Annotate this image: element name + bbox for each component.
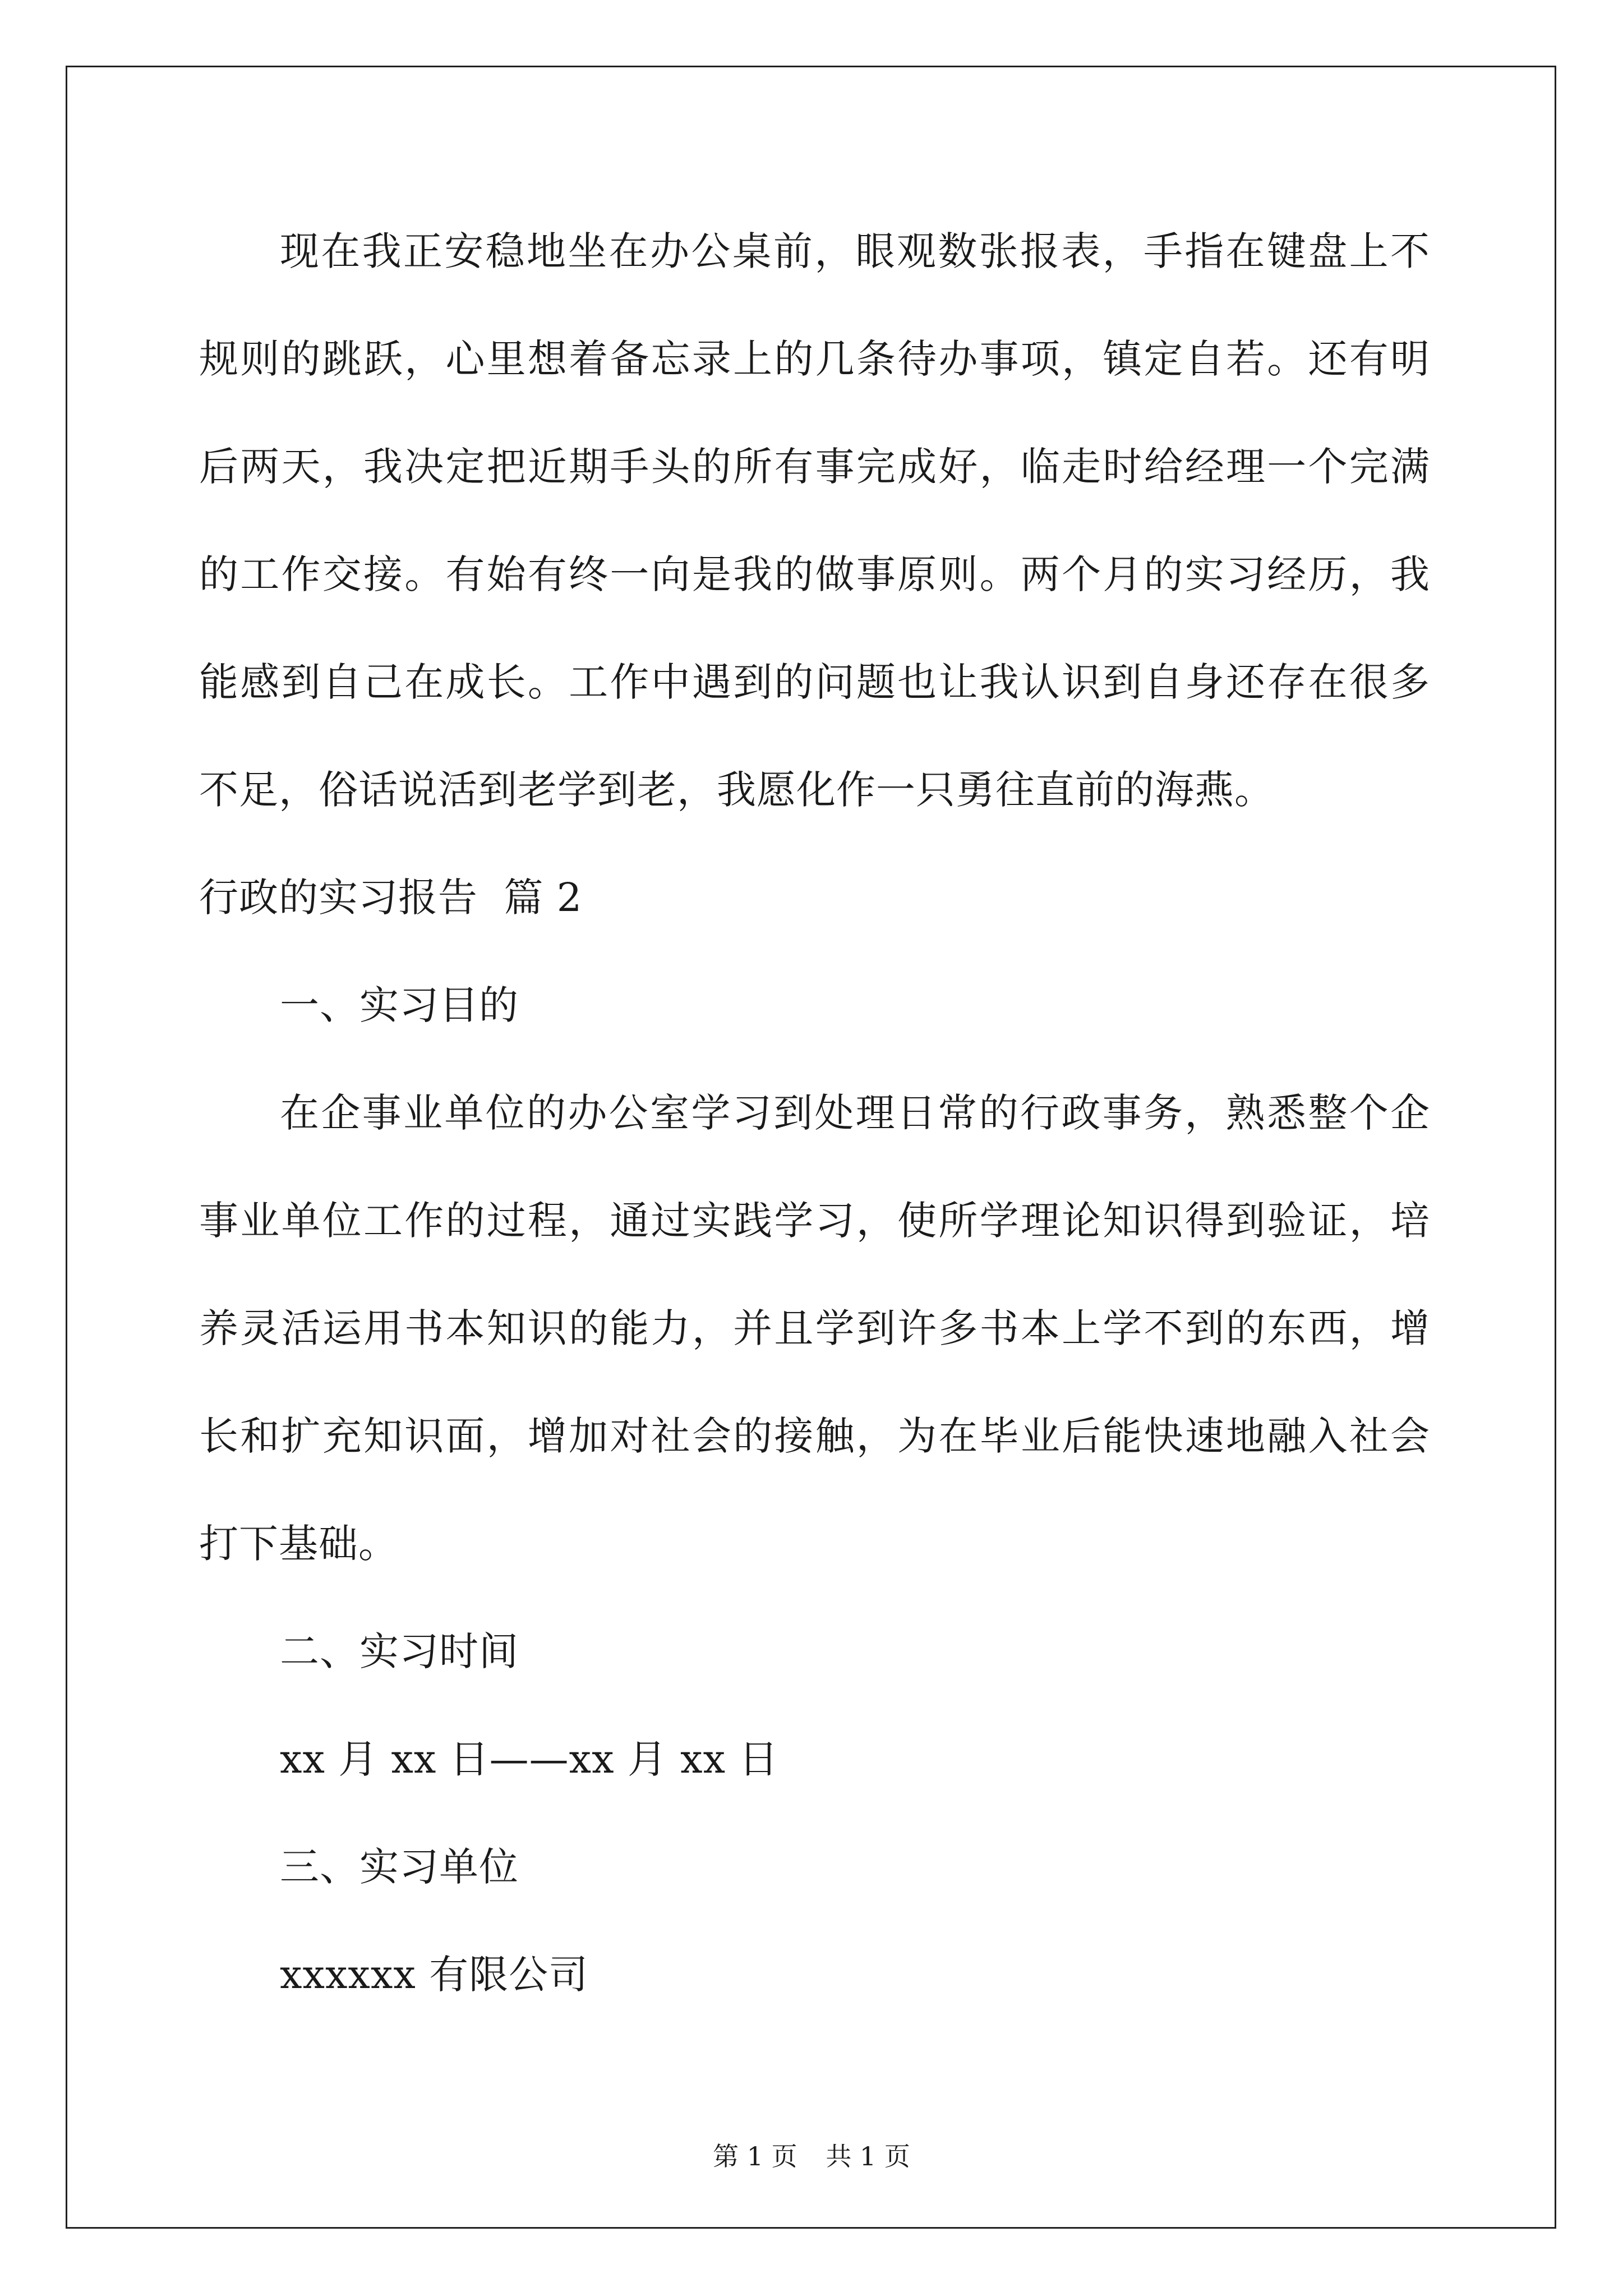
paragraph-2: [199, 1059, 1430, 1598]
paragraph-1-line: 规则的跳跃，心里想着备忘录上的几条待办事项，镇定自若。还有明: [199, 336, 1430, 382]
heading-internship-time: 二、实习时间: [280, 1628, 519, 1674]
paragraph-1-line: 能感到自己在成长。工作中遇到的问题也让我认识到自身还存在很多: [199, 659, 1430, 705]
paragraph-1-line: 后两天，我决定把近期手头的所有事完成好，临走时给经理一个完满: [199, 444, 1430, 490]
document-body: [199, 197, 1430, 2028]
page-footer: [0, 2136, 1623, 2173]
page-number-total: 共 1 页: [826, 2141, 910, 2171]
paragraph-2-line: 养灵活运用书本知识的能力，并且学到许多书本上学不到的东西，增: [199, 1305, 1430, 1351]
heading-internship-purpose: 一、实习目的: [280, 982, 519, 1028]
heading-internship-unit: 三、实习单位: [280, 1844, 519, 1890]
internship-period: xx 月 xx 日——xx 月 xx 日: [280, 1736, 779, 1782]
paragraph-1-line: 不足，俗话说活到老学到老，我愿化作一只勇往直前的海燕。: [199, 767, 1274, 813]
internship-company: xxxxxx 有限公司: [280, 1952, 589, 1998]
page-number-current: 第 1 页: [713, 2141, 797, 2171]
paragraph-1: [199, 197, 1430, 844]
paragraph-1-line: 现在我正安稳地坐在办公桌前，眼观数张报表，手指在键盘上不: [280, 228, 1430, 274]
section-title: 行政的实习报告 篇 2: [199, 875, 583, 921]
paragraph-1-line: 的工作交接。有始有终一向是我的做事原则。两个月的实习经历，我: [199, 551, 1430, 597]
paragraph-2-line: 打下基础。: [199, 1521, 398, 1567]
paragraph-2-line: 长和扩充知识面，增加对社会的接触，为在毕业后能快速地融入社会: [199, 1413, 1430, 1459]
paragraph-2-line: 在企事业单位的办公室学习到处理日常的行政事务，熟悉整个企: [280, 1090, 1430, 1136]
paragraph-2-line: 事业单位工作的过程，通过实践学习，使所学理论知识得到验证，培: [199, 1198, 1430, 1244]
